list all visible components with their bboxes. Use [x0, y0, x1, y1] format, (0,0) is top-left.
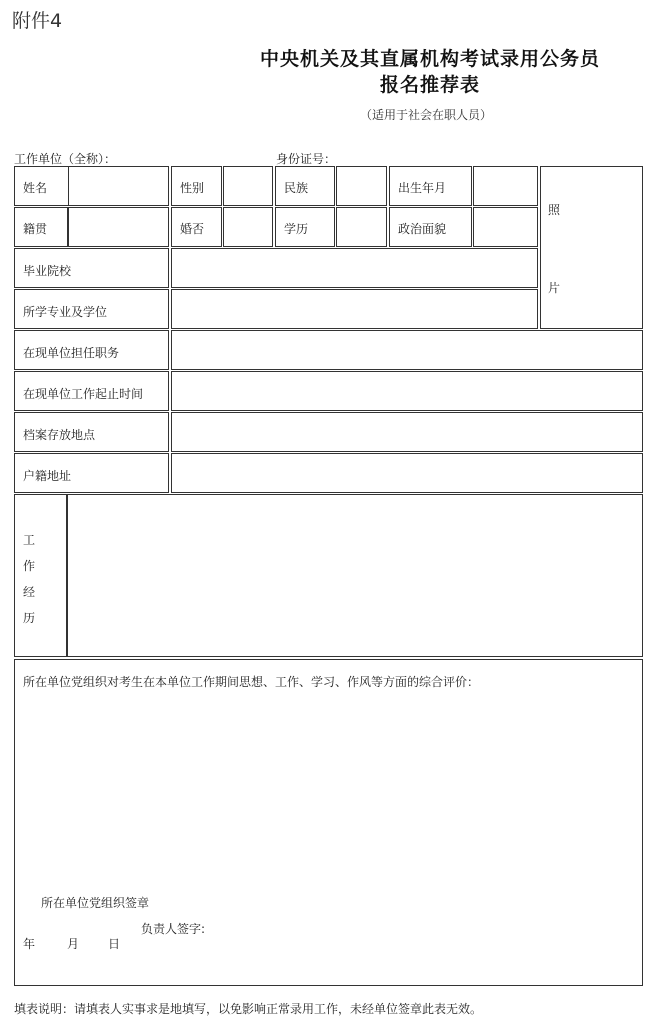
birth-input-cell[interactable]	[473, 166, 538, 206]
experience-label-cell	[14, 494, 67, 657]
school-input-cell[interactable]	[171, 248, 538, 288]
photo-char-1: 照	[548, 203, 561, 217]
education-input-cell[interactable]	[336, 207, 387, 247]
form-subtitle: （适用于社会在职人员）	[360, 108, 493, 122]
signature-label: 负责人签字:	[141, 922, 206, 936]
month-label: 月	[67, 937, 80, 951]
education-label-cell	[275, 207, 335, 247]
native-place-input-cell[interactable]	[68, 207, 169, 247]
experience-char-1: 工	[23, 533, 36, 547]
archive-label-cell	[14, 412, 169, 452]
work-unit-label: 工作单位（全称）：	[14, 152, 117, 166]
photo-cell[interactable]	[540, 166, 643, 329]
marital-label: 婚否	[180, 222, 205, 236]
day-label: 日	[108, 937, 121, 951]
archive-input-cell[interactable]	[171, 412, 643, 452]
native-place-label-cell	[14, 207, 68, 247]
ethnicity-input-cell[interactable]	[336, 166, 387, 206]
school-label: 毕业院校	[23, 264, 72, 278]
position-input-cell[interactable]	[171, 330, 643, 370]
household-input-cell[interactable]	[171, 453, 643, 493]
education-label: 学历	[284, 222, 309, 236]
birth-label: 出生年月	[398, 181, 447, 195]
experience-input-cell[interactable]	[67, 494, 643, 657]
work-period-input-cell[interactable]	[171, 371, 643, 411]
political-label-cell	[389, 207, 472, 247]
seal-label: 所在单位党组织签章	[41, 896, 150, 910]
form-title-line1: 中央机关及其直属机构考试录用公务员	[259, 48, 600, 70]
work-period-label: 在现单位工作起止时间	[23, 387, 144, 401]
evaluation-cell[interactable]	[14, 659, 643, 986]
position-label: 在现单位担任职务	[23, 346, 120, 360]
footer-note: 填表说明：请填表人实事求是地填写，以免影响正常录用工作，未经单位签章此表无效。	[14, 1002, 483, 1016]
work-period-label-cell	[14, 371, 169, 411]
experience-char-2: 作	[23, 559, 36, 573]
gender-label-cell	[171, 166, 222, 206]
marital-input-cell[interactable]	[223, 207, 273, 247]
name-input-cell[interactable]	[68, 166, 169, 206]
experience-char-4: 历	[23, 611, 36, 625]
gender-label: 性别	[180, 181, 205, 195]
major-input-cell[interactable]	[171, 289, 538, 329]
photo-char-2: 片	[548, 281, 561, 295]
attachment-label: 附件4	[12, 10, 63, 32]
birth-label-cell	[389, 166, 472, 206]
school-label-cell	[14, 248, 169, 288]
gender-input-cell[interactable]	[223, 166, 273, 206]
experience-char-3: 经	[23, 585, 36, 599]
household-label: 户籍地址	[23, 469, 72, 483]
political-label: 政治面貌	[398, 222, 447, 236]
archive-label: 档案存放地点	[23, 428, 96, 442]
household-label-cell	[14, 453, 169, 493]
evaluation-label: 所在单位党组织对考生在本单位工作期间思想、工作、学习、作风等方面的综合评价：	[23, 675, 480, 689]
year-label: 年	[23, 937, 36, 951]
marital-label-cell	[171, 207, 222, 247]
ethnicity-label-cell	[275, 166, 335, 206]
id-number-label: 身份证号：	[276, 152, 337, 166]
major-label: 所学专业及学位	[23, 305, 108, 319]
form-title-line2: 报名推荐表	[379, 74, 480, 96]
position-label-cell	[14, 330, 169, 370]
political-input-cell[interactable]	[473, 207, 538, 247]
major-label-cell	[14, 289, 169, 329]
native-place-label: 籍贯	[23, 222, 48, 236]
ethnicity-label: 民族	[284, 181, 309, 195]
name-label: 姓名	[23, 181, 48, 195]
